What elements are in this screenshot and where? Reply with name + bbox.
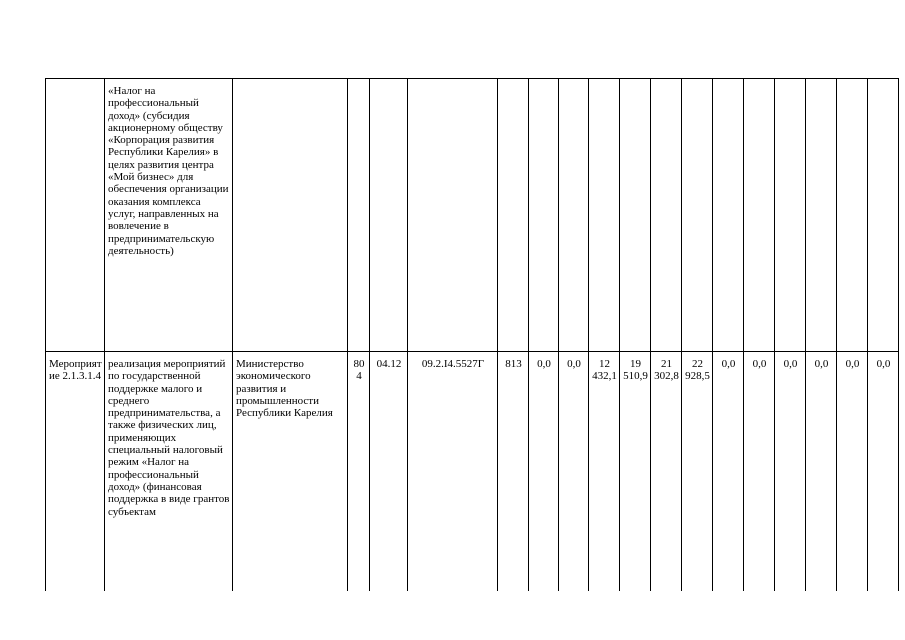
- value-cell: 21 302,8: [651, 352, 682, 592]
- executor-cell: [233, 79, 348, 352]
- value-cell: [589, 79, 620, 352]
- section-cell: [370, 79, 408, 352]
- target-article-cell: [408, 79, 498, 352]
- value-cell: [651, 79, 682, 352]
- executor-cell: Министерство экономического развития и промышленности Республики Карелия: [233, 352, 348, 592]
- item-cell: Мероприятие 2.1.3.1.4: [46, 352, 105, 592]
- value-cell: [837, 79, 868, 352]
- description-cell: «Налог на профессиональный доход» (субсидия акционерному обществу «Корпорация развития Республики Карелия» в целях развития центра «Мой бизнес» для обеспечения организации оказания комплекса услуг, направленных на вовлечение в предпринимательскую деятельность): [105, 79, 233, 352]
- value-cell: 12 432,1: [589, 352, 620, 592]
- grbs-cell: 804: [348, 352, 370, 592]
- expense-type-cell: 813: [498, 352, 529, 592]
- table-row: [46, 79, 899, 352]
- value-cell: [713, 79, 744, 352]
- item-cell: [46, 79, 105, 352]
- value-cell: 19 510,9: [620, 352, 651, 592]
- value-cell: 0,0: [868, 352, 899, 592]
- value-cell: [775, 79, 806, 352]
- value-cell: [682, 79, 713, 352]
- value-cell: [744, 79, 775, 352]
- value-cell: 0,0: [744, 352, 775, 592]
- value-cell: [806, 79, 837, 352]
- target-article-cell: 09.2.I4.5527Г: [408, 352, 498, 592]
- value-cell: 0,0: [559, 352, 589, 592]
- table-row: [46, 352, 899, 592]
- value-cell: [559, 79, 589, 352]
- value-cell: 0,0: [837, 352, 868, 592]
- value-cell: 0,0: [713, 352, 744, 592]
- value-cell: [868, 79, 899, 352]
- value-cell: [529, 79, 559, 352]
- value-cell: 0,0: [806, 352, 837, 592]
- value-cell: 0,0: [529, 352, 559, 592]
- description-cell: реализация мероприятий по государственной поддержке малого и среднего предпринимательства, а также физических лиц, применяющих специальный налоговый режим «Налог на профессиональный доход» (финансовая поддержка в виде грантов субъектам: [105, 352, 233, 592]
- value-cell: 0,0: [775, 352, 806, 592]
- section-cell: 04.12: [370, 352, 408, 592]
- budget-table: [45, 78, 899, 591]
- expense-type-cell: [498, 79, 529, 352]
- grbs-cell: [348, 79, 370, 352]
- value-cell: 22 928,5: [682, 352, 713, 592]
- value-cell: [620, 79, 651, 352]
